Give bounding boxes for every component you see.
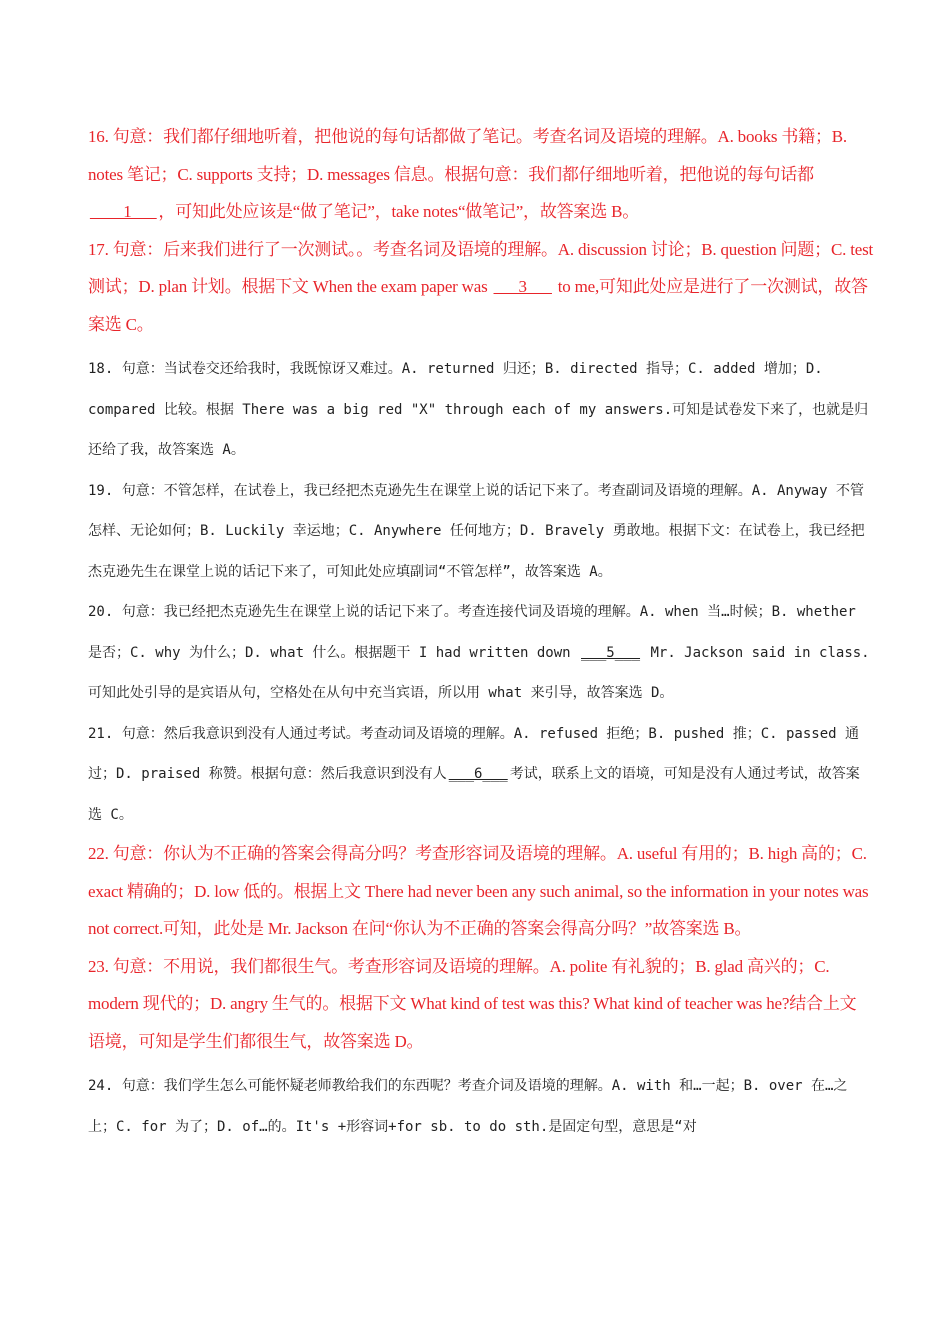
answer-20 xyxy=(88,592,873,714)
answer-17-blank: ___3___ xyxy=(493,277,552,296)
answer-16-text-a: 16. 句意：我们都仔细地听着，把他说的每句话都做了笔记。考查名词及语境的理解。A. books 书籍；B. notes 笔记；C. supports 支持；D. messages 信息。根据句意：我们都仔细地听着，把他说的每句话都 xyxy=(88,127,847,184)
answer-17-text-a: 17. 句意：后来我们进行了一次测试。。考查名词及语境的理解。A. discussion 讨论；B. question 问题；C. test 测试；D. plan 计划。根据下文 When the exam paper was xyxy=(88,239,874,296)
answer-22 xyxy=(88,835,873,948)
answer-20-text-b: Mr. Jackson said in class.可知此处引导的是宾语从句，空格处在从句中充当宾语，所以用 what 来引导，故答案选 D。 xyxy=(88,644,870,701)
answer-20-text-a: 20. 句意：我已经把杰克逊先生在课堂上说的话记下来了。考查连接代词及语境的理解。A. when 当…时候；B. whether 是否；C. why 为什么；D. what 什么。根据题干 I had written down xyxy=(88,604,856,661)
answer-21 xyxy=(88,714,873,836)
answer-21-blank: ___6___ xyxy=(448,766,508,782)
answer-21-text-a: 21. 句意：然后我意识到没有人通过考试。考查动词及语境的理解。A. refused 拒绝；B. pushed 推；C. passed 通过；D. praised 称赞。根据句意：然后我意识到没有人 xyxy=(88,725,860,782)
answer-19 xyxy=(88,471,873,593)
answer-23-text: 23. 句意：不用说，我们都很生气。考查形容词及语境的理解。A. polite 有礼貌的；B. glad 高兴的；C. modern 现代的；D. angry 生气的。根据下文 What kind of test was this? What kind of teacher was he?结合上文语境，可知是学生们都很生气，故答案选 D。 xyxy=(88,956,857,1051)
answer-24 xyxy=(88,1066,873,1147)
answer-17-text-b: to me,可知此处应是进行了一次测试，故答案选 C。 xyxy=(88,277,868,334)
answer-23 xyxy=(88,948,873,1061)
answer-18 xyxy=(88,349,873,471)
answer-18-text: 18. 句意：当试卷交还给我时，我既惊讶又难过。A. returned 归还；B. directed 指导；C. added 增加；D. compared 比较。根据 There was a big red "X" through each of my answers.可知是试卷发下来了，也就是归还给了我，故答案选 A。 xyxy=(88,361,869,458)
answer-16-text-b: ，可知此处应该是“做了笔记”，take notes“做笔记”，故答案选 B。 xyxy=(158,202,640,221)
document-page xyxy=(88,118,873,1147)
answer-22-text: 22. 句意：你认为不正确的答案会得高分吗？考查形容词及语境的理解。A. useful 有用的；B. high 高的；C. exact 精确的；D. low 低的。根据上文 There had never been any such animal, so the information in your notes was not correct.可知，此处是 Mr. Jackson 在问“你认为不正确的答案会得高分吗？”故答案选 B。 xyxy=(88,844,869,938)
answer-20-blank: ___5___ xyxy=(581,644,641,661)
answer-16-blank: ____1___ xyxy=(90,202,157,221)
answer-21-text-b: 考试，联系上文的语境，可知是没有人通过考试，故答案选 C。 xyxy=(88,766,860,823)
answer-17 xyxy=(88,231,873,344)
answer-24-text: 24. 句意：我们学生怎么可能怀疑老师教给我们的东西呢？考查介词及语境的理解。A. with 和…一起；B. over 在…之上；C. for 为了；D. of…的。It's +形容词+for sb. to do sth.是固定句型，意思是“对 xyxy=(88,1078,848,1135)
answer-16 xyxy=(88,118,873,231)
answer-19-text: 19. 句意：不管怎样，在试卷上，我已经把杰克逊先生在课堂上说的话记下来了。考查副词及语境的理解。A. Anyway 不管怎样、无论如何；B. Luckily 幸运地；C. Anywhere 任何地方；D. Bravely 勇敢地。根据下文：在试卷上，我已经把杰克逊先生在课堂上说的话记下来了，可知此处应填副词“不管怎样”，故答案选 A。 xyxy=(88,482,865,580)
